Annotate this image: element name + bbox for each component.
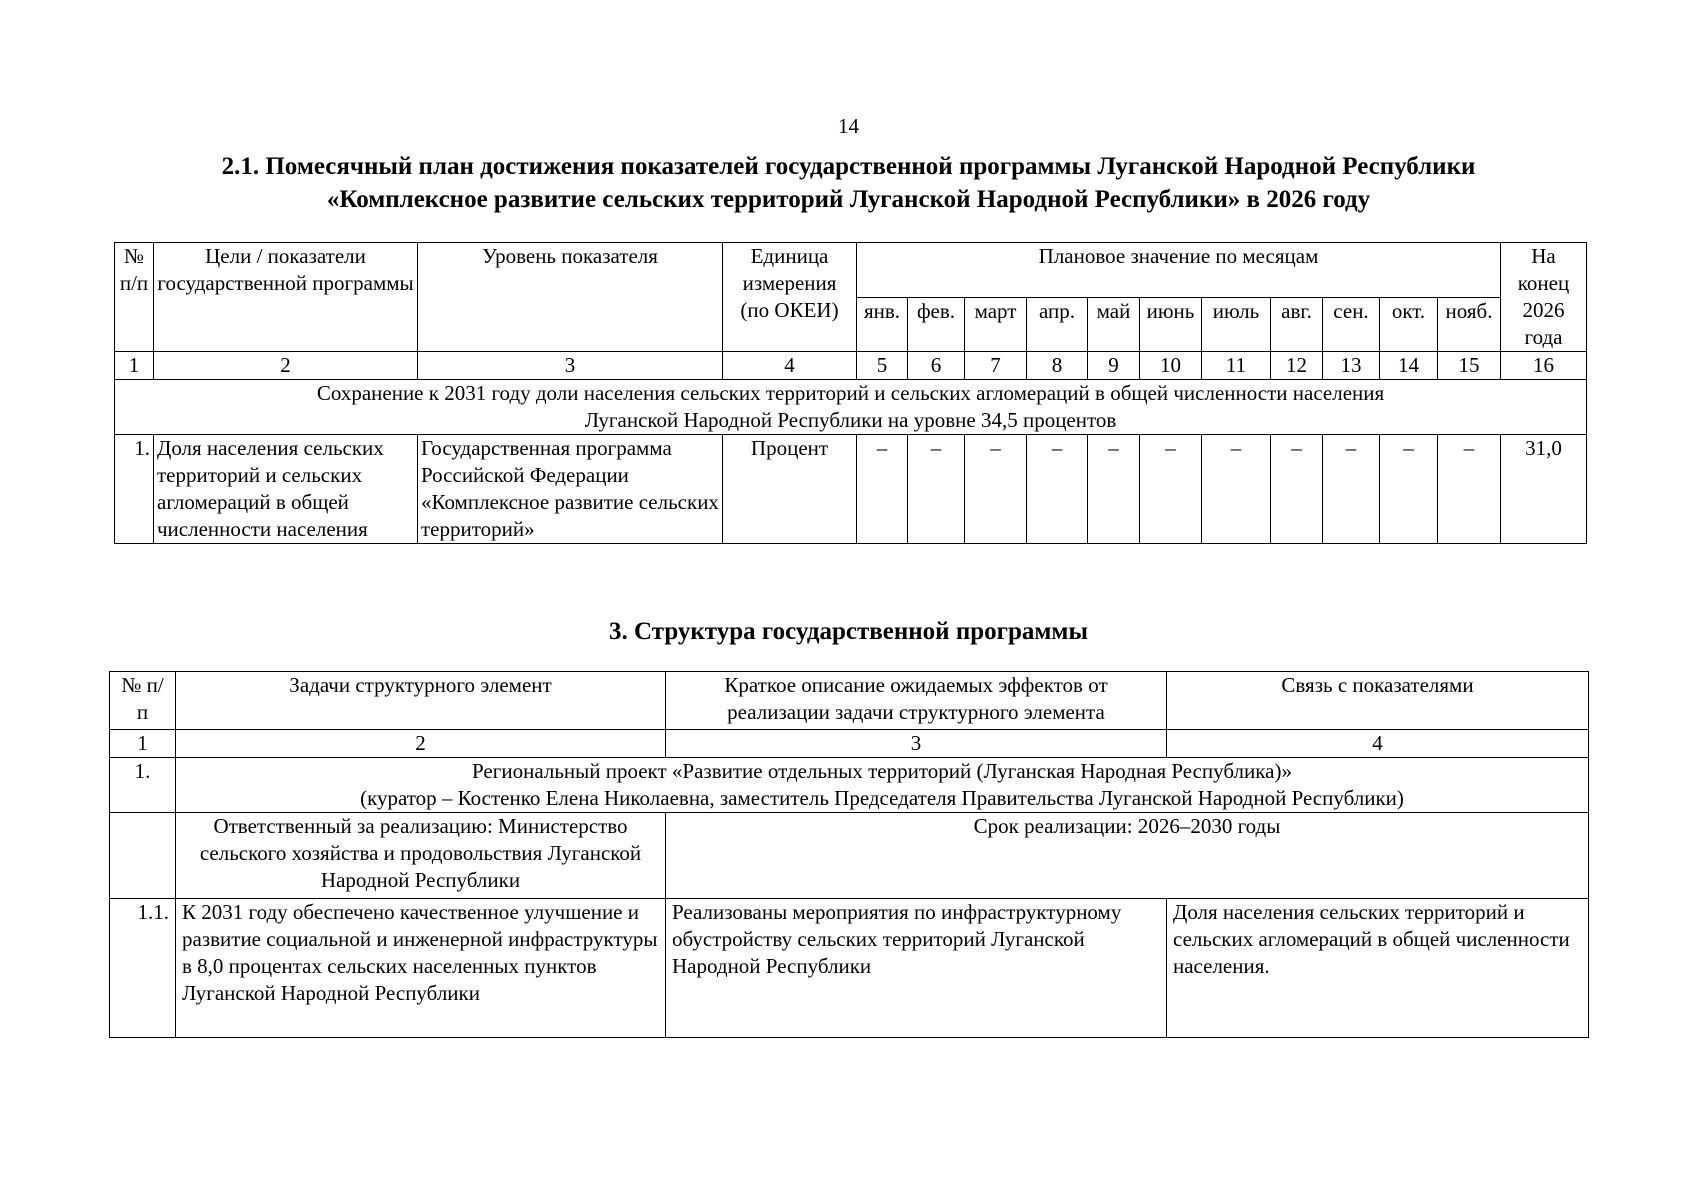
row-num: 1. (115, 435, 154, 544)
plan-goal-row (115, 380, 1587, 435)
column-number: 7 (965, 352, 1027, 380)
row-level: Государственная программа Российской Федерации «Комплексное развитие сельских территорий» (418, 435, 723, 544)
column-number: 13 (1323, 352, 1380, 380)
row-month-value: – (1271, 435, 1323, 544)
page-number: 14 (838, 114, 859, 138)
row-month-value: – (857, 435, 908, 544)
structure-section-title: 3. Структура государственной программы (609, 618, 1088, 645)
structure-column-numbers-row (110, 730, 1589, 758)
column-number: 5 (857, 352, 908, 380)
row-month-value: – (1027, 435, 1088, 544)
task-num: 1.1. (110, 899, 176, 1038)
row-unit: Процент (723, 435, 857, 544)
goal-line2: Луганской Народной Республики на уровне 34,5 процентов (584, 408, 1117, 432)
monthly-plan-table (114, 242, 1587, 544)
column-number: 3 (418, 352, 723, 380)
column-number: 1 (110, 730, 176, 758)
row-month-value: – (1380, 435, 1438, 544)
header-month: авг. (1271, 297, 1323, 352)
structure-table (109, 671, 1589, 1038)
plan-title-line2: «Комплексное развитие сельских территорий Луганской Народной Республики» в 2026 году (326, 186, 1371, 213)
column-number: 14 (1380, 352, 1438, 380)
column-number: 3 (666, 730, 1167, 758)
row-month-value: – (908, 435, 965, 544)
row-month-value: – (965, 435, 1027, 544)
header-tasks: Задачи структурного элемент (176, 672, 666, 730)
header-month: янв. (857, 297, 908, 352)
header-month: апр. (1027, 297, 1088, 352)
row-month-value: – (1438, 435, 1501, 544)
task-text: К 2031 году обеспечено качественное улучшение и развитие социальной и инженерной инфраструктуры в 8,0 процентах сельских населенных пунктов Луганской Народной Республики (176, 899, 666, 1038)
plan-section-title (0, 150, 1697, 216)
column-number: 10 (1140, 352, 1202, 380)
header-month: фев. (908, 297, 965, 352)
responsible-row (110, 813, 1589, 899)
column-number: 8 (1027, 352, 1088, 380)
column-number: 4 (1167, 730, 1589, 758)
header-month: сен. (1323, 297, 1380, 352)
project-row (110, 758, 1589, 813)
header-planned-values: Плановое значение по месяцам (857, 243, 1501, 298)
plan-title-line1: 2.1. Помесячный план достижения показателей государственной программы Луганской Народной Республики (221, 153, 1476, 180)
structure-header-row (110, 672, 1589, 730)
task-link: Доля населения сельских территорий и сельских агломераций в общей численности населения. (1167, 899, 1589, 1038)
column-number: 15 (1438, 352, 1501, 380)
column-number: 1 (115, 352, 154, 380)
column-number: 11 (1202, 352, 1271, 380)
header-end-of-year: На конец 2026 года (1501, 243, 1587, 352)
header-month: июнь (1140, 297, 1202, 352)
header-month: нояб. (1438, 297, 1501, 352)
plan-header-row-1 (115, 243, 1587, 298)
responsible-cell: Ответственный за реализацию: Министерство сельского хозяйства и продовольствия Луганской Народной Республики (176, 813, 666, 899)
column-number: 6 (908, 352, 965, 380)
header-link: Связь с показателями (1167, 672, 1589, 730)
row-month-value: – (1323, 435, 1380, 544)
header-description: Краткое описание ожидаемых эффектов от реализации задачи структурного элемента (666, 672, 1167, 730)
row-month-value: – (1202, 435, 1271, 544)
row-month-value: – (1140, 435, 1202, 544)
column-number: 12 (1271, 352, 1323, 380)
header-month: май (1088, 297, 1140, 352)
goal-line1: Сохранение к 2031 году доли населения сельских территорий и сельских агломераций в общей численности населения (316, 381, 1385, 405)
table-row (110, 899, 1589, 1038)
header-month: март (965, 297, 1027, 352)
header-num: № п/п (110, 672, 176, 730)
column-number: 9 (1088, 352, 1140, 380)
header-unit: Единица измерения (по ОКЕИ) (723, 243, 857, 352)
empty-cell (110, 813, 176, 899)
project-num: 1. (110, 758, 176, 813)
column-number: 2 (176, 730, 666, 758)
header-num: № п/п (115, 243, 154, 352)
task-description: Реализованы мероприятия по инфраструктурному обустройству сельских территорий Луганской Народной Республики (666, 899, 1167, 1038)
row-indicator: Доля населения сельских территорий и сельских агломераций в общей численности населения (154, 435, 418, 544)
header-goals: Цели / показатели государственной программы (154, 243, 418, 352)
header-level: Уровень показателя (418, 243, 723, 352)
column-number: 4 (723, 352, 857, 380)
plan-column-numbers-row (115, 352, 1587, 380)
column-number: 16 (1501, 352, 1587, 380)
project-curator: (куратор – Костенко Елена Николаевна, заместитель Председателя Правительства Луганской Народной Республики) (360, 786, 1404, 810)
row-month-value: – (1088, 435, 1140, 544)
project-title: Региональный проект «Развитие отдельных территорий (Луганская Народная Республика)» (472, 759, 1292, 783)
header-month: июль (1202, 297, 1271, 352)
column-number: 2 (154, 352, 418, 380)
table-row (115, 435, 1587, 544)
header-month: окт. (1380, 297, 1438, 352)
goal-cell (115, 380, 1587, 435)
project-cell (176, 758, 1589, 813)
row-end-value: 31,0 (1501, 435, 1587, 544)
term-cell: Срок реализации: 2026–2030 годы (666, 813, 1589, 899)
